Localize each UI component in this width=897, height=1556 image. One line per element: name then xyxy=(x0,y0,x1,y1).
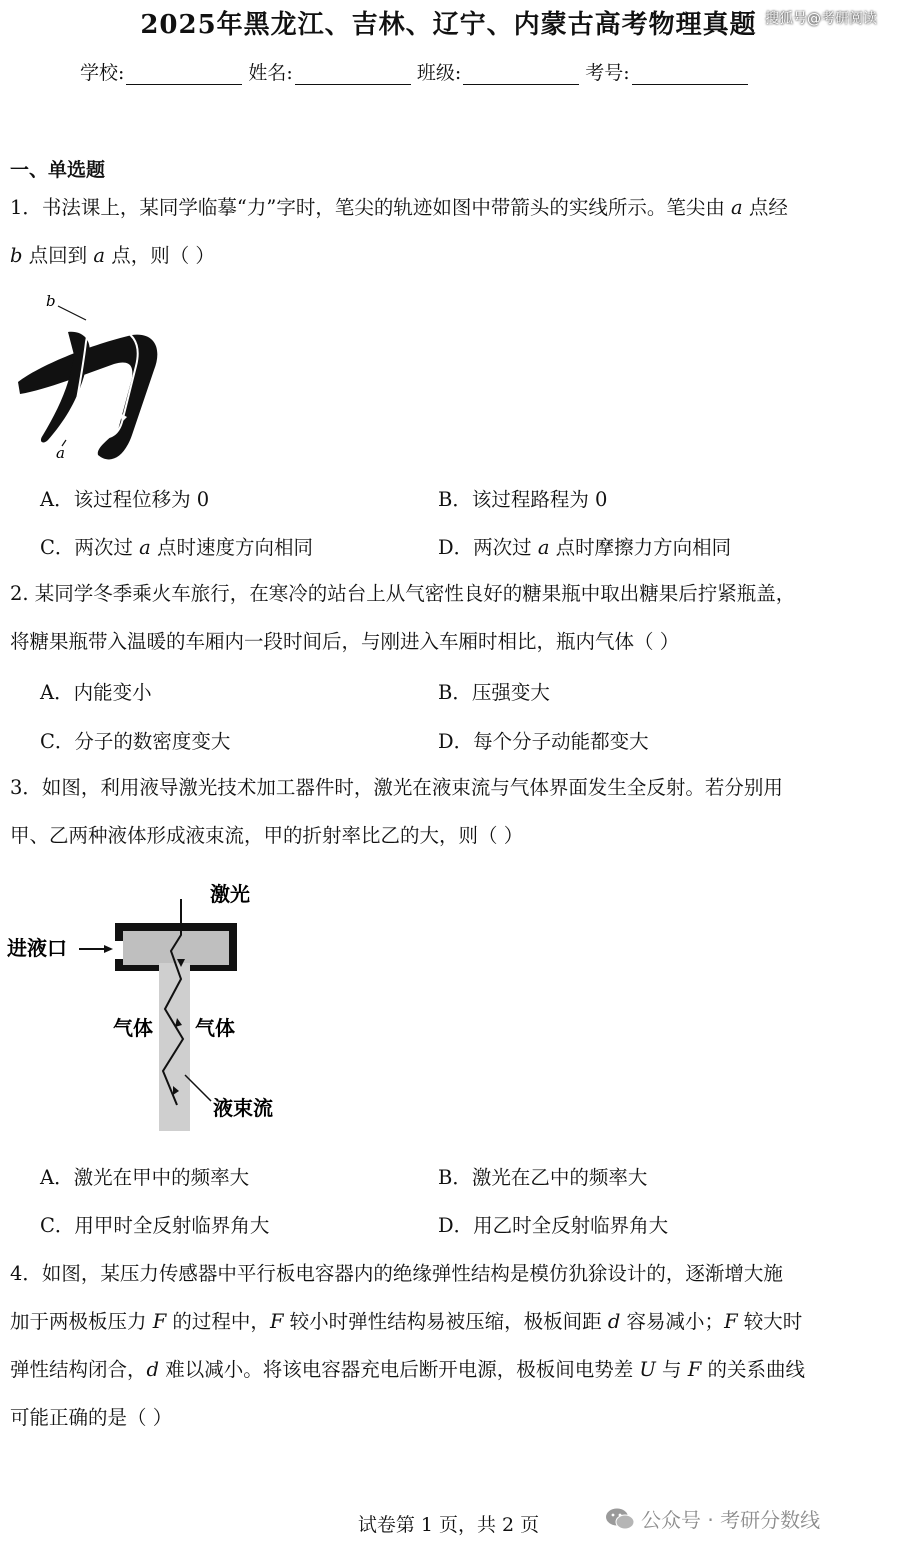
question-2-stem xyxy=(10,570,880,666)
watermark-bottom-text: 公众号 · 考研分数线 xyxy=(641,1508,821,1532)
student-info-row xyxy=(80,58,754,85)
q3-option-d[interactable]: D．用乙时全反射临界角大 xyxy=(438,1214,669,1237)
question-1-line-1: 1．书法课上，某同学临摹“力”字时，笔尖的轨迹如图中带箭头的实线所示。笔尖由 a 点经 xyxy=(10,196,788,219)
q1-option-c[interactable]: C．两次过 a 点时速度方向相同 xyxy=(40,536,313,559)
calligraphy-li-figure xyxy=(10,290,160,462)
question-2-line-2: 将糖果瓶带入温暖的车厢内一段时间后，与刚进入车厢时相比，瓶内气体（ ） xyxy=(10,630,680,653)
question-4-stem xyxy=(10,1250,880,1442)
label-stream: 液束流 xyxy=(213,1096,273,1120)
q1-option-b[interactable]: B．该过程路程为 0 xyxy=(438,488,608,511)
liquid-guided-laser-figure xyxy=(5,875,295,1137)
q2-option-c[interactable]: C．分子的数密度变大 xyxy=(40,730,231,753)
page-title: 2025年黑龙江、吉林、辽宁、内蒙古高考物理真题 xyxy=(140,10,757,40)
question-4-line-3: 弹性结构闭合，d 难以减小。将该电容器充电后断开电源，极板间电势差 U 与 F 的关系曲线 xyxy=(10,1358,805,1381)
wechat-icon xyxy=(605,1507,635,1531)
question-1-stem xyxy=(10,184,880,280)
q2-option-b[interactable]: B．压强变大 xyxy=(438,681,550,704)
question-4-line-1: 4．如图，某压力传感器中平行板电容器内的绝缘弹性结构是模仿犰狳设计的，逐渐增大施 xyxy=(10,1262,783,1285)
q1-option-d[interactable]: D．两次过 a 点时摩擦力方向相同 xyxy=(438,536,732,559)
q3-option-a[interactable]: A．激光在甲中的频率大 xyxy=(40,1166,250,1189)
label-inlet: 进液口 xyxy=(7,936,67,960)
name-blank[interactable] xyxy=(295,64,411,85)
figure-label-b: b xyxy=(46,292,56,310)
name-label: 姓名: xyxy=(248,62,293,84)
question-3-line-1: 3．如图，利用液导激光技术加工器件时，激光在液束流与气体界面发生全反射。若分别用 xyxy=(10,776,783,799)
page-footer: 试卷第 1 页，共 2 页 xyxy=(357,1514,540,1536)
question-4-line-4: 可能正确的是（ ） xyxy=(10,1406,173,1429)
q2-option-a[interactable]: A．内能变小 xyxy=(40,681,152,704)
q2-option-d[interactable]: D．每个分子动能都变大 xyxy=(438,730,649,753)
class-label: 班级: xyxy=(416,62,462,84)
figure-label-a: a xyxy=(56,444,65,462)
label-gas-left: 气体 xyxy=(113,1016,153,1040)
question-3-stem xyxy=(10,764,880,860)
question-2-line-1: 2. 某同学冬季乘火车旅行，在寒冷的站台上从气密性良好的糖果瓶中取出糖果后拧紧瓶盖， xyxy=(10,582,796,605)
q3-option-c[interactable]: C．用甲时全反射临界角大 xyxy=(40,1214,270,1237)
school-blank[interactable] xyxy=(126,64,242,85)
school-label: 学校: xyxy=(80,62,125,84)
class-blank[interactable] xyxy=(463,64,579,85)
watermark-top: 搜狐号@考研阅读 xyxy=(765,11,877,27)
label-laser: 激光 xyxy=(210,882,250,906)
label-gas-right: 气体 xyxy=(195,1016,235,1040)
exam-number-blank[interactable] xyxy=(632,64,748,85)
question-4-line-2: 加于两极板压力 F 的过程中，F 较小时弹性结构易被压缩，极板间距 d 容易减小；F 较大时 xyxy=(10,1310,803,1333)
watermark-bottom xyxy=(605,1504,820,1533)
question-1-line-2: b 点回到 a 点，则（ ） xyxy=(10,244,215,267)
q1-option-a[interactable]: A．该过程位移为 0 xyxy=(40,488,210,511)
exam-number-label: 考号: xyxy=(585,62,630,84)
question-3-line-2: 甲、乙两种液体形成液束流，甲的折射率比乙的大，则（ ） xyxy=(10,824,524,847)
section-heading: 一、单选题 xyxy=(10,159,106,181)
q3-option-b[interactable]: B．激光在乙中的频率大 xyxy=(438,1166,648,1189)
